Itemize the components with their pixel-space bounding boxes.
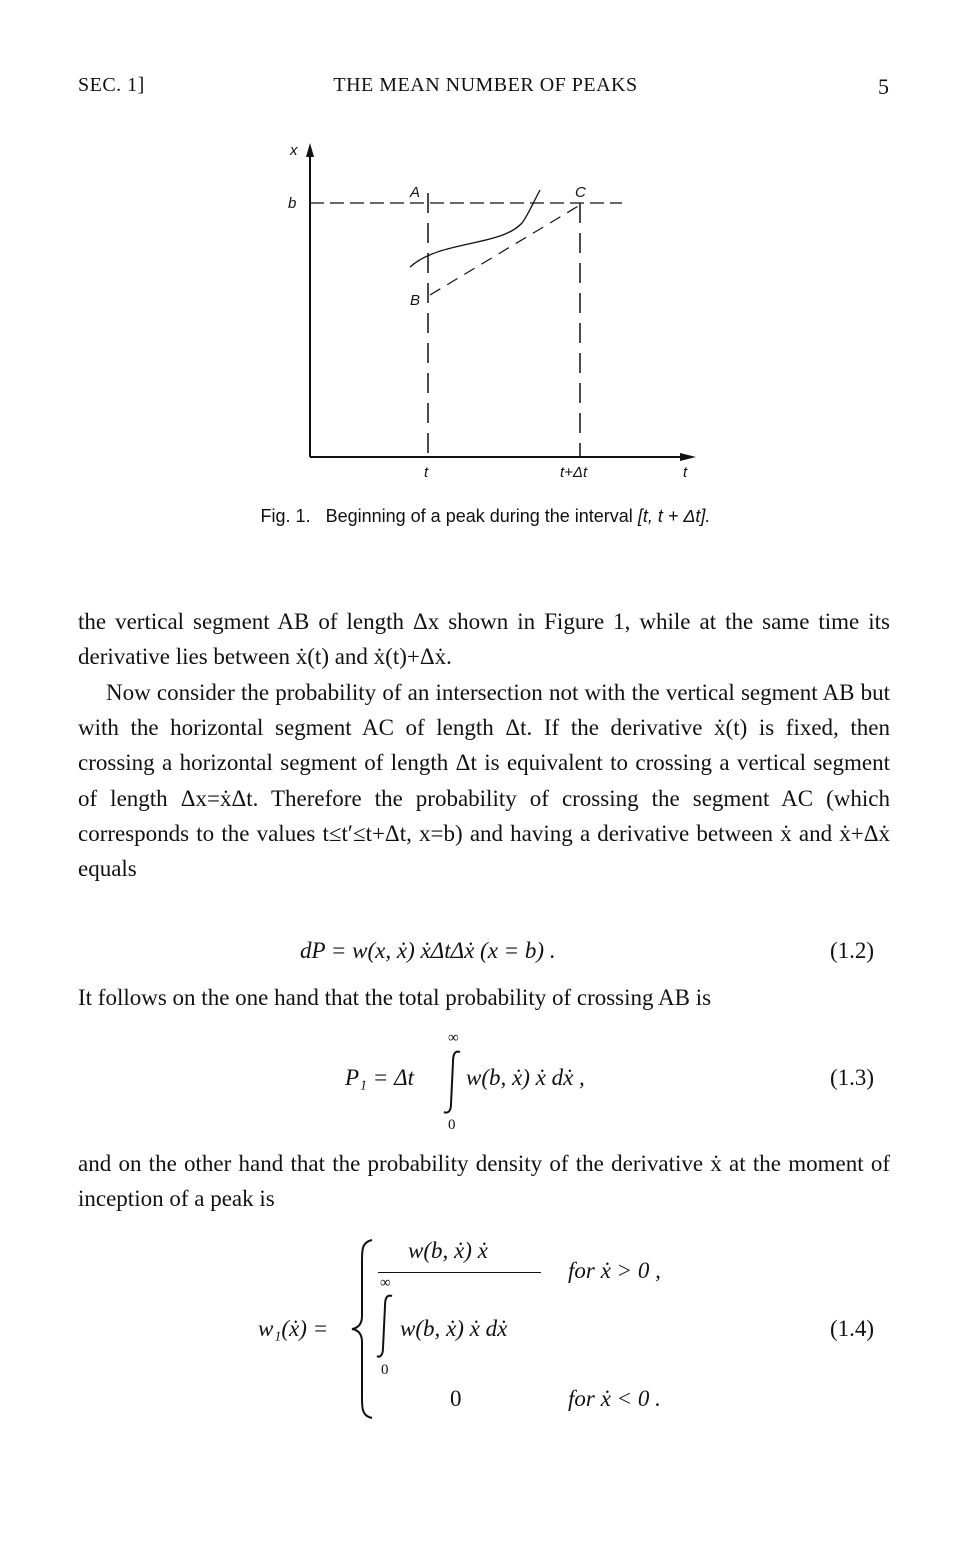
figure-1 — [270, 135, 720, 485]
equation-1-4-lower-limit: 0 — [381, 1362, 389, 1378]
tick-t-dt: t+Δt — [560, 464, 588, 481]
fraction-bar — [378, 1272, 541, 1273]
process-curve — [410, 190, 540, 267]
axis-x-label: x — [290, 142, 298, 159]
paragraph-1-text: the vertical segment AB of length Δx shown in Figure 1, while at the same time its derivative lies between ẋ(t) and ẋ(t)+Δẋ. — [78, 609, 890, 670]
equation-1-3-lower-limit: 0 — [448, 1117, 456, 1133]
equation-1-4-denominator: w(b, ẋ) ẋ dẋ — [400, 1316, 508, 1341]
paragraph-4 — [78, 1146, 890, 1216]
caption-text: Beginning of a peak during the interval — [325, 506, 633, 526]
integral-icon — [440, 1048, 464, 1118]
integral-icon — [374, 1292, 396, 1362]
equation-1-4-condition-positive: for ẋ > 0 , — [568, 1258, 661, 1283]
t-axis-arrow — [680, 453, 696, 461]
running-title: THE MEAN NUMBER OF PEAKS — [333, 74, 638, 96]
figure-caption — [0, 506, 971, 527]
label-B: B — [410, 292, 421, 309]
equation-1-3-integrand: w(b, ẋ) ẋ dẋ , — [466, 1065, 585, 1090]
paragraph-1 — [78, 604, 890, 674]
label-b: b — [288, 195, 297, 212]
section-label: SEC. 1] — [78, 74, 145, 96]
label-C: C — [575, 184, 586, 201]
equation-1-2: dP = w(x, ẋ) ẋΔtΔẋ (x = b) . — [300, 938, 556, 963]
page-number: 5 — [878, 74, 890, 99]
equation-1-4-number: (1.4) — [830, 1316, 875, 1341]
paragraph-2 — [78, 675, 890, 886]
tick-t: t — [424, 464, 429, 481]
axis-t-label: t — [683, 464, 688, 481]
equation-1-4-lhs: w₁(ẋ) = — [258, 1316, 329, 1341]
equation-1-4-condition-negative: for ẋ < 0 . — [568, 1386, 661, 1411]
x-axis-arrow — [306, 143, 314, 157]
equation-1-4-numerator: w(b, ẋ) ẋ — [408, 1238, 488, 1263]
paragraph-4-text: and on the other hand that the probability density of the derivative ẋ at the moment of inception of a peak is — [78, 1151, 890, 1212]
tangent-line — [430, 205, 580, 295]
integral-sign — [440, 1048, 464, 1123]
denominator-integral-sign — [374, 1292, 396, 1367]
equation-1-4-upper-limit: ∞ — [380, 1275, 391, 1291]
equation-1-3-number: (1.3) — [830, 1065, 875, 1090]
caption-interval: [t, t + Δt]. — [637, 506, 711, 526]
equation-1-4-zero: 0 — [450, 1386, 462, 1411]
equation-1-3-upper-limit: ∞ — [448, 1030, 459, 1046]
equation-1-3-lhs: P₁ = Δt — [345, 1065, 414, 1090]
label-A: A — [410, 184, 421, 201]
equation-1-2-number: (1.2) — [830, 938, 875, 963]
caption-prefix: Fig. 1. — [260, 506, 311, 526]
paragraph-3: It follows on the one hand that the total probability of crossing AB is — [78, 985, 712, 1010]
paragraph-2-text: Now consider the probability of an intersection not with the vertical segment AB but with the horizontal segment AC of length Δt. If the derivative ẋ(t) is fixed, then crossing a horizontal segment of length Δt is equivalent to crossing a vertical segment of length Δx=ẋΔt. Therefore the probability of crossing the segment AC (which corresponds to the values t≤t′≤t+Δt, x=b) and having a derivative between ẋ and ẋ+Δẋ equals — [78, 680, 890, 882]
